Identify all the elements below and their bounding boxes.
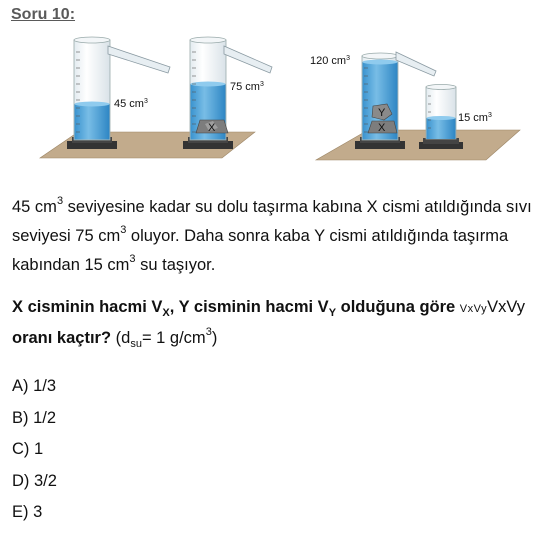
svg-text:45 cm3: 45 $cm^3$	[114, 98, 148, 110]
svg-text:15 cm3: 15 $cm^3$	[458, 112, 492, 124]
experiment-figure	[0, 0, 541, 170]
svg-text:75 cm3: 75 $cm^3$	[230, 81, 264, 93]
option-d[interactable]: D) 3/2	[12, 471, 57, 490]
option-a[interactable]: A) 1/3	[12, 377, 57, 395]
ratio-large: VxVy	[487, 298, 525, 316]
question-number: Soru 10:	[11, 6, 76, 23]
option-e[interactable]: E) 3	[12, 503, 43, 521]
svg-text:X: X	[208, 122, 216, 134]
question-text: X cisminin hacmi $V_X$, Y cisminin hacmi $V_Y$ olduğuna göre VxVyVxVy oranı kaçtır? ($d_{su}= 1$ $g/cm^3$)	[12, 298, 525, 350]
option-c[interactable]: C) 1	[12, 440, 44, 458]
panel-3	[310, 52, 520, 160]
svg-text:Y: Y	[378, 107, 386, 119]
answer-options	[12, 371, 57, 529]
svg-text:X: X	[378, 122, 386, 134]
ratio-small: VxVy	[459, 303, 488, 315]
option-b[interactable]: B) 1/2	[12, 408, 57, 427]
problem-statement: 45 $cm^3$ seviyesine kadar su dolu taşırma kabına X cismi atıldığında sıvı seviyesi 75 $cm^3$ oluyor. Daha sonra kaba Y cismi atıldığında taşırma kabından 15 $cm^3$ su taşıyor.	[12, 195, 532, 274]
svg-text:120 cm3: 120 $cm^3$	[310, 55, 350, 67]
panel-2	[183, 37, 272, 149]
